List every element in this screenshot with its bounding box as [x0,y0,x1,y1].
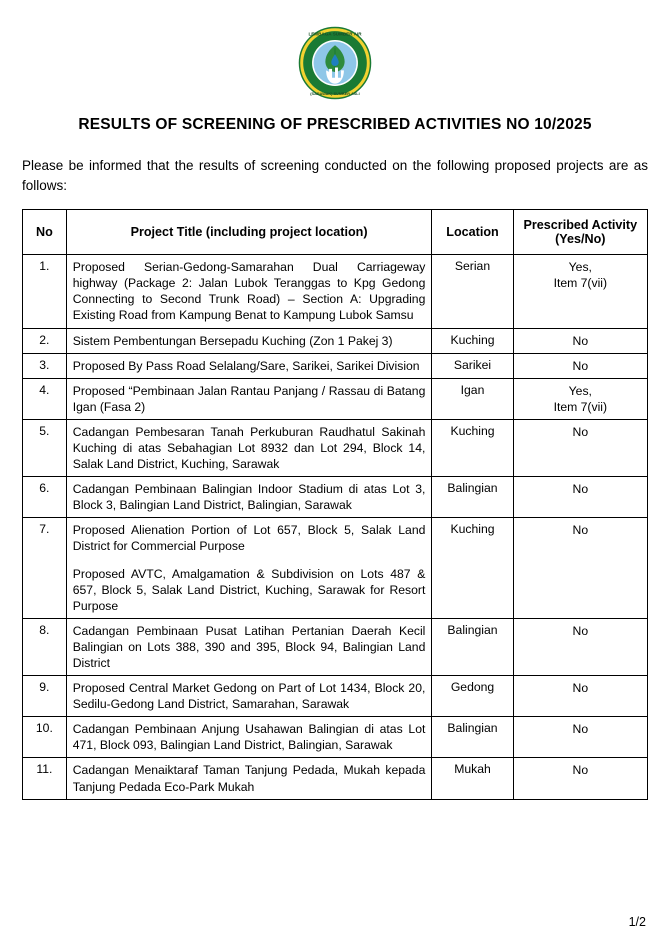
activity-line-2: Item 7(vii) [553,276,608,291]
cell-project-title [66,328,432,353]
activity-line-2: Item 7(vii) [553,399,608,414]
cell-location: Kuching [432,518,513,618]
cell-prescribed-activity [513,378,647,419]
cell-no: 4. [23,378,67,419]
table-row [23,676,648,717]
cell-location: Serian [432,255,513,328]
cell-location: Balingian [432,618,513,675]
cell-no: 9. [23,676,67,717]
table-row [23,378,648,419]
table-row [23,353,648,378]
column-header-location: Location [432,210,513,255]
cell-location: Igan [432,378,513,419]
activity-line-1: No [572,333,589,348]
cell-no: 3. [23,353,67,378]
cell-prescribed-activity [513,618,647,675]
project-paragraph: Proposed By Pass Road Selalang/Sare, Sarikei, Sarikei Division [72,358,420,373]
svg-text:LEMBAGA SUMBER AIR: LEMBAGA SUMBER AIR [308,31,362,37]
cell-no: 2. [23,328,67,353]
project-paragraph: Proposed Serian-Gedong-Samarahan Dual Carriageway highway (Package 2: Jalan Lubok Teranggas to Kpg Gedong Connecting to Second Trunk Road) – Section A: Upgrading Existing Road from Kampung Benat to Kampung Lubok Samsu [72,260,426,323]
project-paragraph: Cadangan Pembinaan Anjung Usahawan Balingian di atas Lot 471, Block 093, Balingian Land District, Balingian, Sarawak [72,722,426,753]
table-row [23,717,648,758]
cell-no: 1. [23,255,67,328]
column-header-project: Project Title (including project location) [66,210,432,255]
page-title: RESULTS OF SCREENING OF PRESCRIBED ACTIVITIES NO 10/2025 [78,116,592,133]
activity-line-1: Yes, [568,383,592,398]
activity-line-1: No [572,482,589,497]
cell-project-title [66,353,432,378]
cell-project-title [66,255,432,328]
logo-container [22,26,648,100]
organization-logo-icon [298,26,372,100]
table-row [23,758,648,799]
cell-prescribed-activity [513,328,647,353]
project-paragraph: Proposed Central Market Gedong on Part of Lot 1434, Block 20, Sedilu-Gedong Land District, Samarahan, Sarawak [72,681,426,712]
cell-no: 10. [23,717,67,758]
activity-line-1: No [572,681,589,696]
project-paragraph: Proposed “Pembinaan Jalan Rantau Panjang / Rassau di Batang Igan (Fasa 2) [72,383,426,414]
project-paragraph: Cadangan Menaiktaraf Taman Tanjung Pedada, Mukah kepada Tanjung Pedada Eco-Park Mukah [72,763,426,794]
table-row [23,618,648,675]
cell-prescribed-activity [513,676,647,717]
cell-no: 6. [23,477,67,518]
cell-no: 5. [23,419,67,476]
cell-prescribed-activity [513,717,647,758]
cell-project-title [66,758,432,799]
table-row [23,328,648,353]
project-paragraph: Sistem Pembentungan Bersepadu Kuching (Zon 1 Pakej 3) [72,333,393,348]
activity-line-1: No [572,523,589,538]
project-paragraph: Cadangan Pembinaan Pusat Latihan Pertanian Daerah Kecil Balingian on Lots 388, 390 and 395, Block 94, Balingian Land District [72,623,426,670]
cell-no: 7. [23,518,67,618]
activity-line-1: No [572,358,589,373]
cell-location: Kuching [432,328,513,353]
cell-location: Balingian [432,477,513,518]
cell-location: Mukah [432,758,513,799]
cell-location: Balingian [432,717,513,758]
project-paragraph: Proposed AVTC, Amalgamation & Subdivision on Lots 487 & 657, Block 5, Salak Land District, Kuching, Sarawak for Resort Purpose [72,566,426,613]
svg-text:(SARAWAK) SUMBER ASLI: (SARAWAK) SUMBER ASLI [310,91,360,96]
activity-line-1: No [572,722,589,737]
column-header-activity: Prescribed Activity (Yes/No) [513,210,647,255]
activity-line-1: Yes, [568,260,592,275]
activity-line-1: No [572,424,589,439]
page-indicator: 1/2 [628,915,646,929]
intro-paragraph: Please be informed that the results of screening conducted on the following proposed projects are as follows: [22,158,648,193]
cell-no: 11. [23,758,67,799]
project-paragraph: Proposed Alienation Portion of Lot 657, Block 5, Salak Land District for Commercial Purpose [72,523,426,554]
cell-project-title [66,518,432,618]
table-row [23,255,648,328]
table-row [23,477,648,518]
cell-prescribed-activity [513,353,647,378]
activity-line-1: No [572,623,589,638]
cell-prescribed-activity [513,255,647,328]
table-header-row [23,210,648,255]
cell-project-title [66,676,432,717]
cell-project-title [66,419,432,476]
cell-location: Gedong [432,676,513,717]
table-row [23,419,648,476]
cell-project-title [66,477,432,518]
cell-project-title [66,717,432,758]
cell-project-title [66,378,432,419]
cell-location: Kuching [432,419,513,476]
project-paragraph: Cadangan Pembesaran Tanah Perkuburan Raudhatul Sakinah Kuching di atas Sebahagian Lot 8932 dan Lot 294, Block 14, Salak Land District, Kuching, Sarawak [72,424,426,472]
activity-line-1: No [572,763,589,778]
cell-prescribed-activity [513,419,647,476]
cell-prescribed-activity [513,477,647,518]
cell-prescribed-activity [513,758,647,799]
screening-results-table [22,209,648,800]
cell-location: Sarikei [432,353,513,378]
table-row [23,518,648,618]
column-header-no: No [23,210,67,255]
cell-no: 8. [23,618,67,675]
project-paragraph: Cadangan Pembinaan Balingian Indoor Stadium di atas Lot 3, Block 3, Balingian Land District, Balingian, Sarawak [72,482,426,513]
cell-prescribed-activity [513,518,647,618]
cell-project-title [66,618,432,675]
